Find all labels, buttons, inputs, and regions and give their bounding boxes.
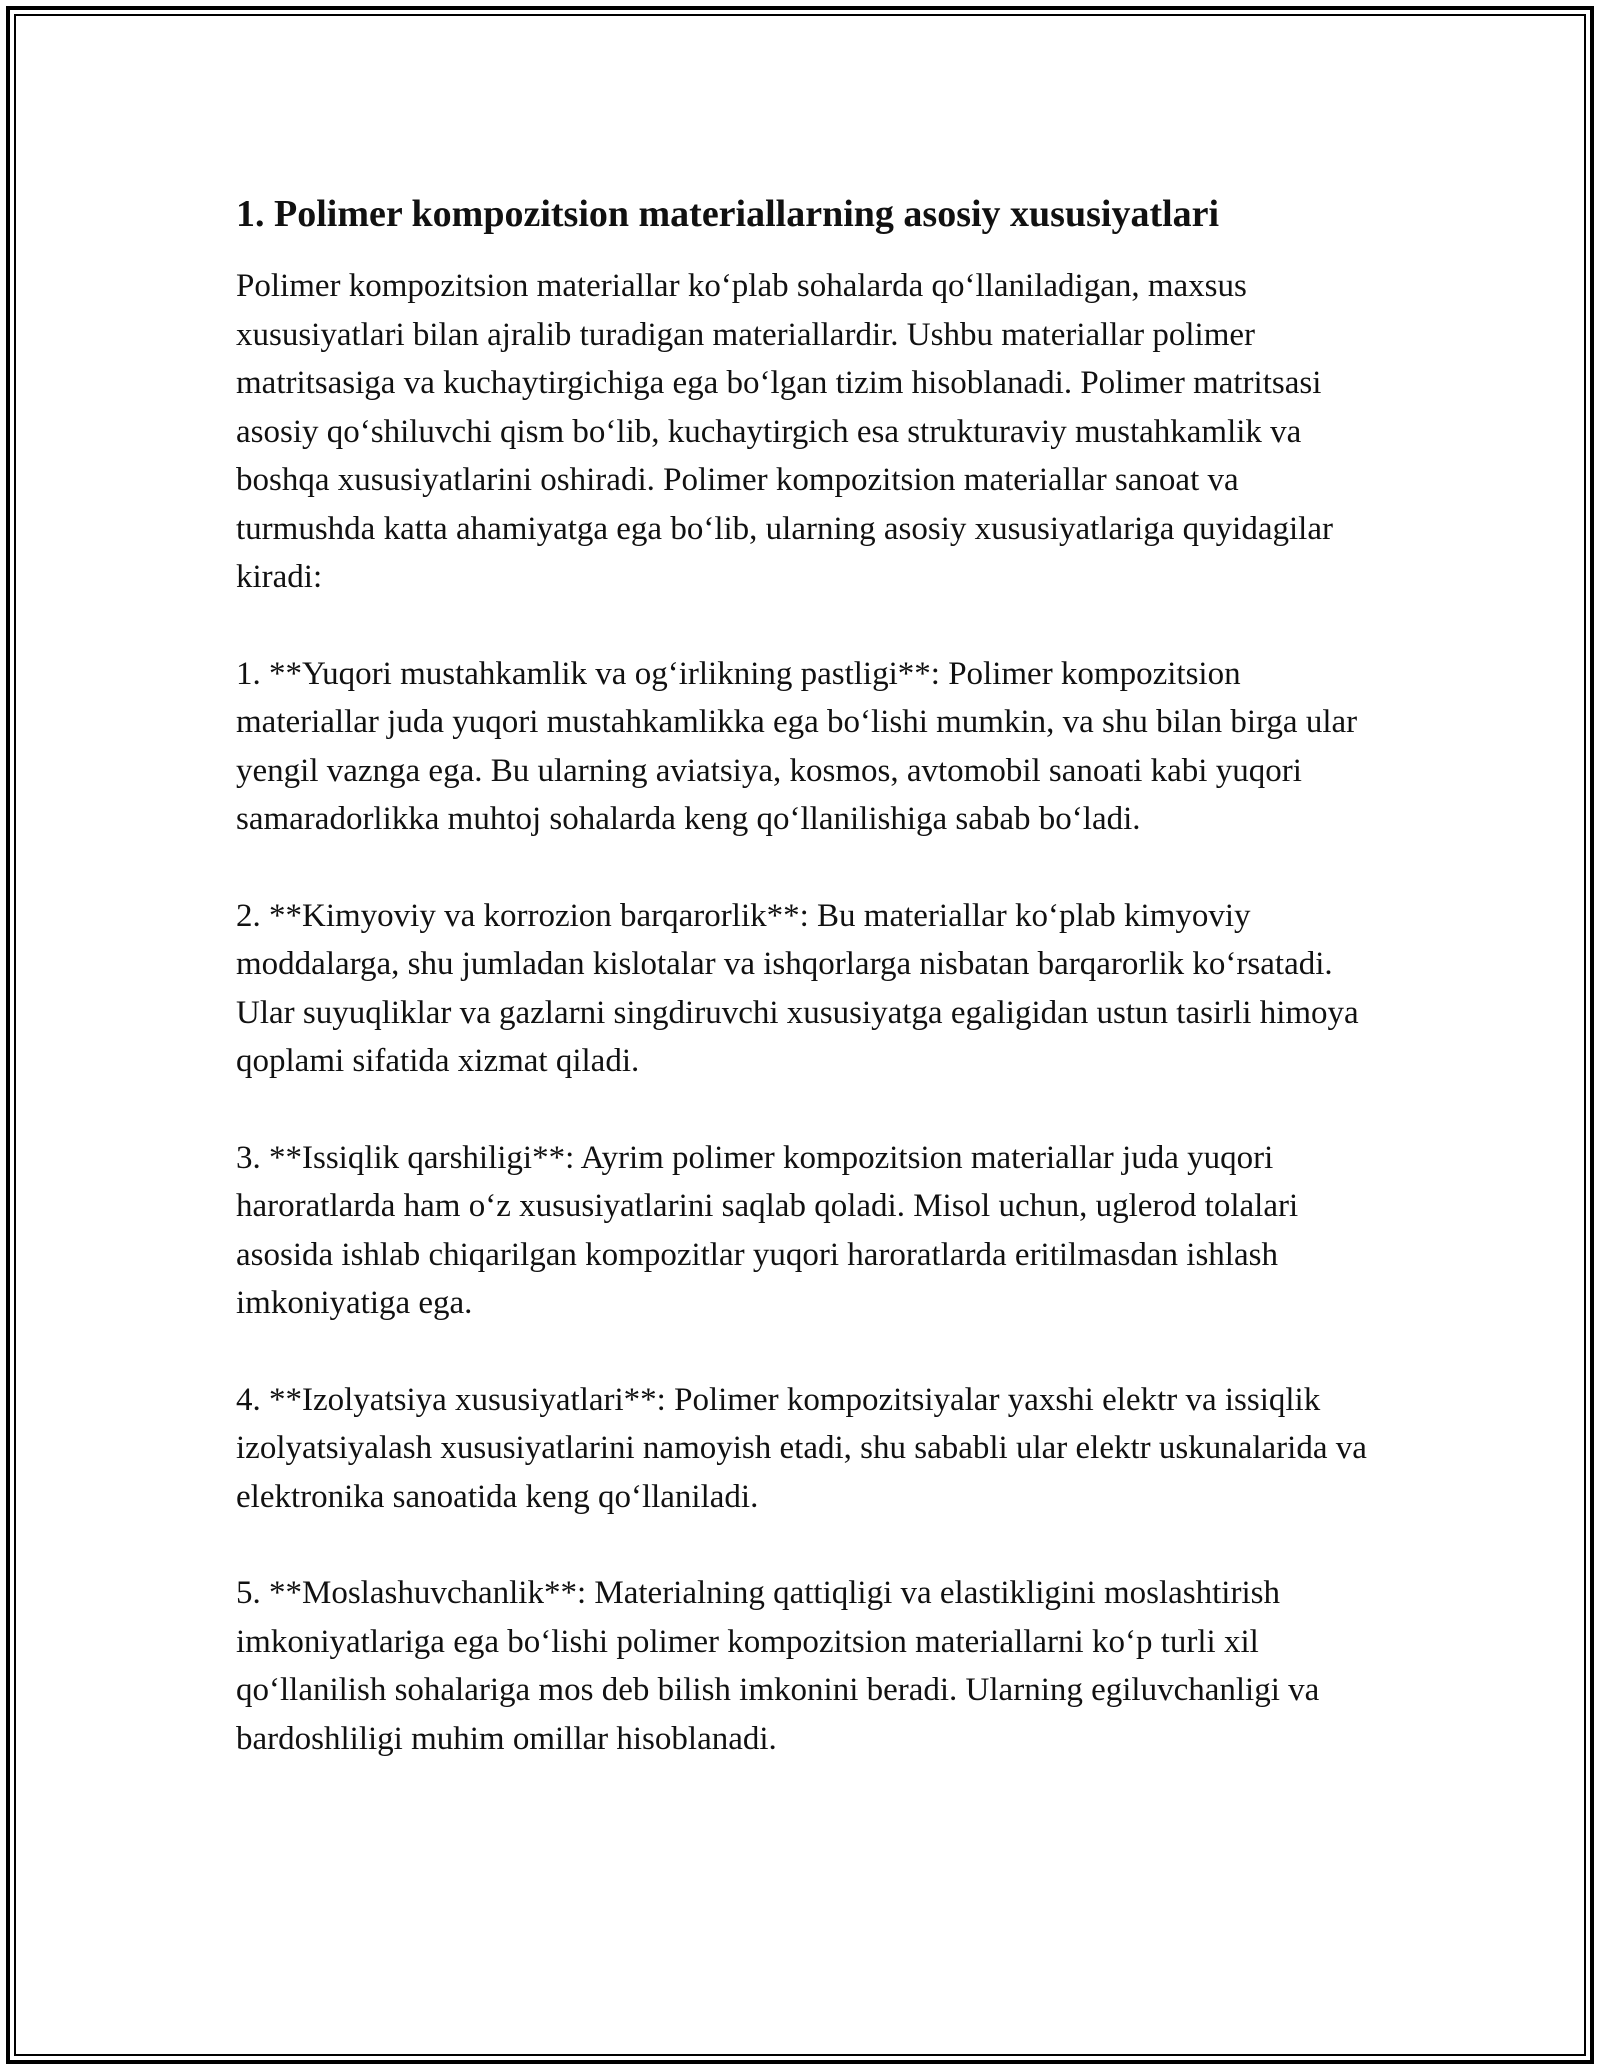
list-item-heat-resistance: 3. **Issiqlik qarshiligi**: Ayrim polimer kompozitsion materiallar juda yuqori haroratlarda ham o‘z xususiyatlarini saqlab qoladi. Misol uchun, uglerod tolalari asosida ishlab chiqarilgan kompozitlar yuqori haroratlarda eritilmasdan ishlash imkoniyatiga ega. (236, 1139, 1299, 1321)
document-title: 1. Polimer kompozitsion materiallarning asosiy xususiyatlari (236, 193, 1220, 235)
list-item-high-strength: 1. **Yuqori mustahkamlik va og‘irlikning pastligi**: Polimer kompozitsion materiallar juda yuqori mustahkamlikka ega bo‘lishi mumkin, va shu bilan birga ular yengil vaznga ega. Bu ularning aviatsiya, kosmos, avtomobil sanoati kabi yuqori samaradorlikka muhtoj sohalarda keng qo‘llanilishiga sabab bo‘ladi. (236, 655, 1358, 837)
document-body (236, 188, 1376, 1811)
list-item-insulation: 4. **Izolyatsiya xususiyatlari**: Polimer kompozitsiyalar yaxshi elektr va issiqlik izolyatsiyalash xususiyatlarini namoyish etadi, shu sababli ular elektr uskunalarida va elektronika sanoatida keng qo‘llaniladi. (236, 1381, 1367, 1515)
list-item-chemical-stability: 2. **Kimyoviy va korrozion barqarorlik**: Bu materiallar ko‘plab kimyoviy moddalarga, shu jumladan kislotalar va ishqorlarga nisbatan barqarorlik ko‘rsatadi. Ular suyuqliklar va gazlarni singdiruvchi xususiyatga egaligidan ustun tasirli himoya qoplami sifatida xizmat qiladi. (236, 897, 1359, 1079)
intro-paragraph: Polimer kompozitsion materiallar ko‘plab sohalarda qo‘llaniladigan, maxsus xususiyatlari bilan ajralib turadigan materiallardir. Ushbu materiallar polimer matritsasiga va kuchaytirgichiga ega bo‘lgan tizim hisoblanadi. Polimer matritsasi asosiy qo‘shiluvchi qism bo‘lib, kuchaytirgich esa strukturaviy mustahkamlik va boshqa xususiyatlarini oshiradi. Polimer kompozitsion materiallar sanoat va turmushda katta ahamiyatga ega bo‘lib, ularning asosiy xususiyatlariga quyidagilar kiradi: (236, 268, 1333, 595)
list-item-flexibility: 5. **Moslashuvchanlik**: Materialning qattiqligi va elastikligini moslashtirish imkoniyatlariga ega bo‘lishi polimer kompozitsion materiallarni ko‘p turli xil qo‘llanilish sohalariga mos deb bilish imkonini beradi. Ularning egiluvchanligi va bardoshliligi muhim omillar hisoblanadi. (236, 1575, 1320, 1757)
